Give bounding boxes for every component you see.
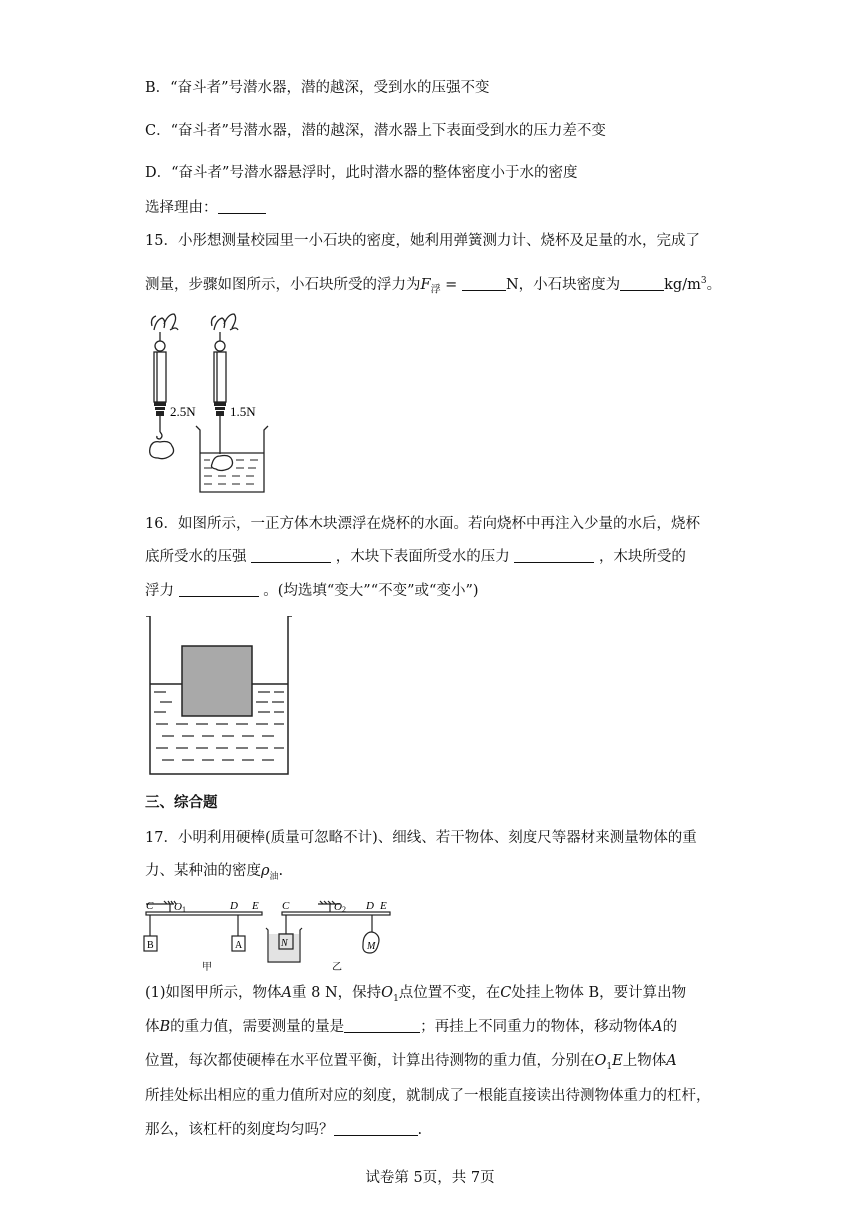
q17-lever-figure (140, 894, 400, 976)
fig-label-m: M (367, 941, 376, 952)
q15-line2-text: 测量，步骤如图所示，小石块所受的浮力为 (145, 276, 421, 293)
q16-line3 (145, 581, 479, 601)
q15-force-blank[interactable] (462, 276, 506, 291)
fig-label-yi: 乙 (332, 962, 342, 973)
q16-line3-b: 。(均选填“变大”“不变”或“变小”) (263, 583, 479, 599)
q17-p1-o: O (381, 985, 394, 1001)
q17-p1-l2d: 的 (662, 1019, 678, 1035)
fig-label-a: A (235, 940, 243, 951)
q17-p1-e: E (612, 1053, 623, 1069)
q16-line2-b: ，木块下表面所受水的压力 (335, 549, 510, 565)
fig-label-jia: 甲 (202, 962, 212, 973)
q17-p1-l5: 那么，该杠杆的刻度均匀吗？ (145, 1122, 334, 1138)
q14-option-d: D．“奋斗者”号潜水器悬浮时，此时潜水器的整体密度小于水的密度 (145, 165, 578, 181)
q17-rho: ρ (261, 863, 270, 879)
q15-label-left: 2.5N (170, 404, 196, 419)
q17-p1-l1a: (1)如图甲所示，物体 (145, 985, 282, 1001)
q15-end: 。 (706, 276, 722, 293)
q17-p1-l1d: 处挂上物体 B，要计算出物 (511, 985, 687, 1001)
fig-label-o1: O (174, 901, 182, 913)
q17-line1: 17．小明利用硬棒(质量可忽略不计)、细线、若干物体、刻度尺等器材来测量物体的重 (145, 830, 697, 846)
q17-p1-line3 (145, 1051, 677, 1077)
fig-label-b: B (147, 940, 154, 951)
q17-p1-line1 (145, 983, 686, 1009)
q17-p1-l2a: 体 (145, 1019, 160, 1035)
fig-label-c2: C (282, 900, 290, 912)
q17-p1-a2: A (652, 1019, 663, 1035)
q17-measure-blank[interactable] (344, 1018, 420, 1033)
q15-eq: = (440, 276, 462, 293)
page-footer: 试卷第 5页，共 7页 (365, 1170, 495, 1186)
fig-label-n: N (281, 938, 288, 949)
q15-unit-density: kg/m (664, 276, 701, 293)
fig-label-e: E (252, 900, 259, 912)
q17-p1-b: B (159, 1019, 171, 1035)
q17-p1-l3a: 位置，每次都使硬棒在水平位置平衡，计算出待测物的重力值，分别在 (145, 1053, 595, 1069)
q14-reason-label: 选择理由： (145, 200, 218, 216)
q14-reason (145, 198, 266, 218)
q15-unit-n: N，小石块密度为 (505, 276, 621, 293)
q16-line2-c: ，木块所受的 (598, 549, 686, 565)
fig-label-o2-sub: 2 (342, 905, 346, 914)
q16-line3-a: 浮力 (145, 583, 174, 599)
q17-p1-a3: A (666, 1053, 677, 1069)
q17-rho-sub: 油 (269, 871, 279, 882)
wood-cube (182, 646, 252, 716)
q16-force-blank[interactable] (514, 548, 594, 563)
q17-p1-line4: 所挂处标出相应的重力值所对应的刻度，就制成了一根能直接读出待测物体重力的杠杆， (145, 1088, 711, 1104)
fig-label-o1-sub: 1 (182, 905, 186, 914)
q15-force-symbol: F (420, 276, 431, 293)
q17-line2-end: . (278, 863, 284, 879)
q17-uniform-blank[interactable] (334, 1121, 418, 1136)
fig-label-o2: O (334, 901, 342, 913)
q14-reason-blank[interactable] (218, 199, 266, 214)
q17-p1-line5 (145, 1120, 422, 1140)
q17-p1-o1e-sub: 1 (606, 1061, 613, 1072)
q17-p1-l5end: . (417, 1122, 423, 1138)
q17-p1-l2c: ；再挂上不同重力的物体，移动物体 (420, 1019, 653, 1035)
q17-p1-line2 (145, 1017, 677, 1037)
q16-buoyancy-blank[interactable] (179, 582, 259, 597)
section-title: 三、综合题 (145, 794, 218, 811)
q17-p1-o1e: O (594, 1053, 607, 1069)
fig-label-e2: E (380, 900, 387, 912)
q15-force-sub: 浮 (430, 284, 441, 296)
q17-p1-l1b: 重 8 N，保持 (292, 985, 382, 1001)
q14-option-b: B．“奋斗者”号潜水器，潜的越深，受到水的压强不变 (145, 80, 490, 96)
q17-p1-l2b: 的重力值，需要测量的量是 (170, 1019, 345, 1035)
q17-p1-a: A (281, 985, 293, 1001)
q15-line1: 15．小彤想测量校园里一小石块的密度，她利用弹簧测力计、烧杯及足量的水，完成了 (145, 233, 700, 249)
q15-unit-sup: 3 (700, 276, 707, 286)
q14-option-c: C．“奋斗者”号潜水器，潜的越深，潜水器上下表面受到水的压力差不变 (145, 123, 606, 139)
q17-line2 (145, 861, 283, 887)
q16-line2-a: 底所受水的压强 (145, 549, 247, 565)
q15-line2 (145, 271, 721, 301)
q17-p1-l1c: 点位置不变，在 (398, 985, 501, 1001)
fig-label-d2: D (366, 900, 374, 912)
fig-label-c: C (146, 900, 154, 912)
q16-pressure-blank[interactable] (251, 548, 331, 563)
q15-density-blank[interactable] (620, 276, 664, 291)
q17-p1-c: C (500, 985, 512, 1001)
q15-label-right: 1.5N (230, 404, 256, 419)
q17-p1-osub: 1 (393, 993, 399, 1004)
q17-line2-text: 力、某种油的密度 (145, 863, 261, 879)
fig-label-d: D (230, 900, 238, 912)
q16-beaker-figure (146, 616, 292, 776)
q17-p1-l3b: 上物体 (622, 1053, 667, 1069)
q15-spring-scale-figure (140, 308, 280, 498)
q16-line1: 16．如图所示，一正方体木块漂浮在烧杯的水面。若向烧杯中再注入少量的水后，烧杯 (145, 516, 700, 532)
q16-line2 (145, 547, 686, 567)
